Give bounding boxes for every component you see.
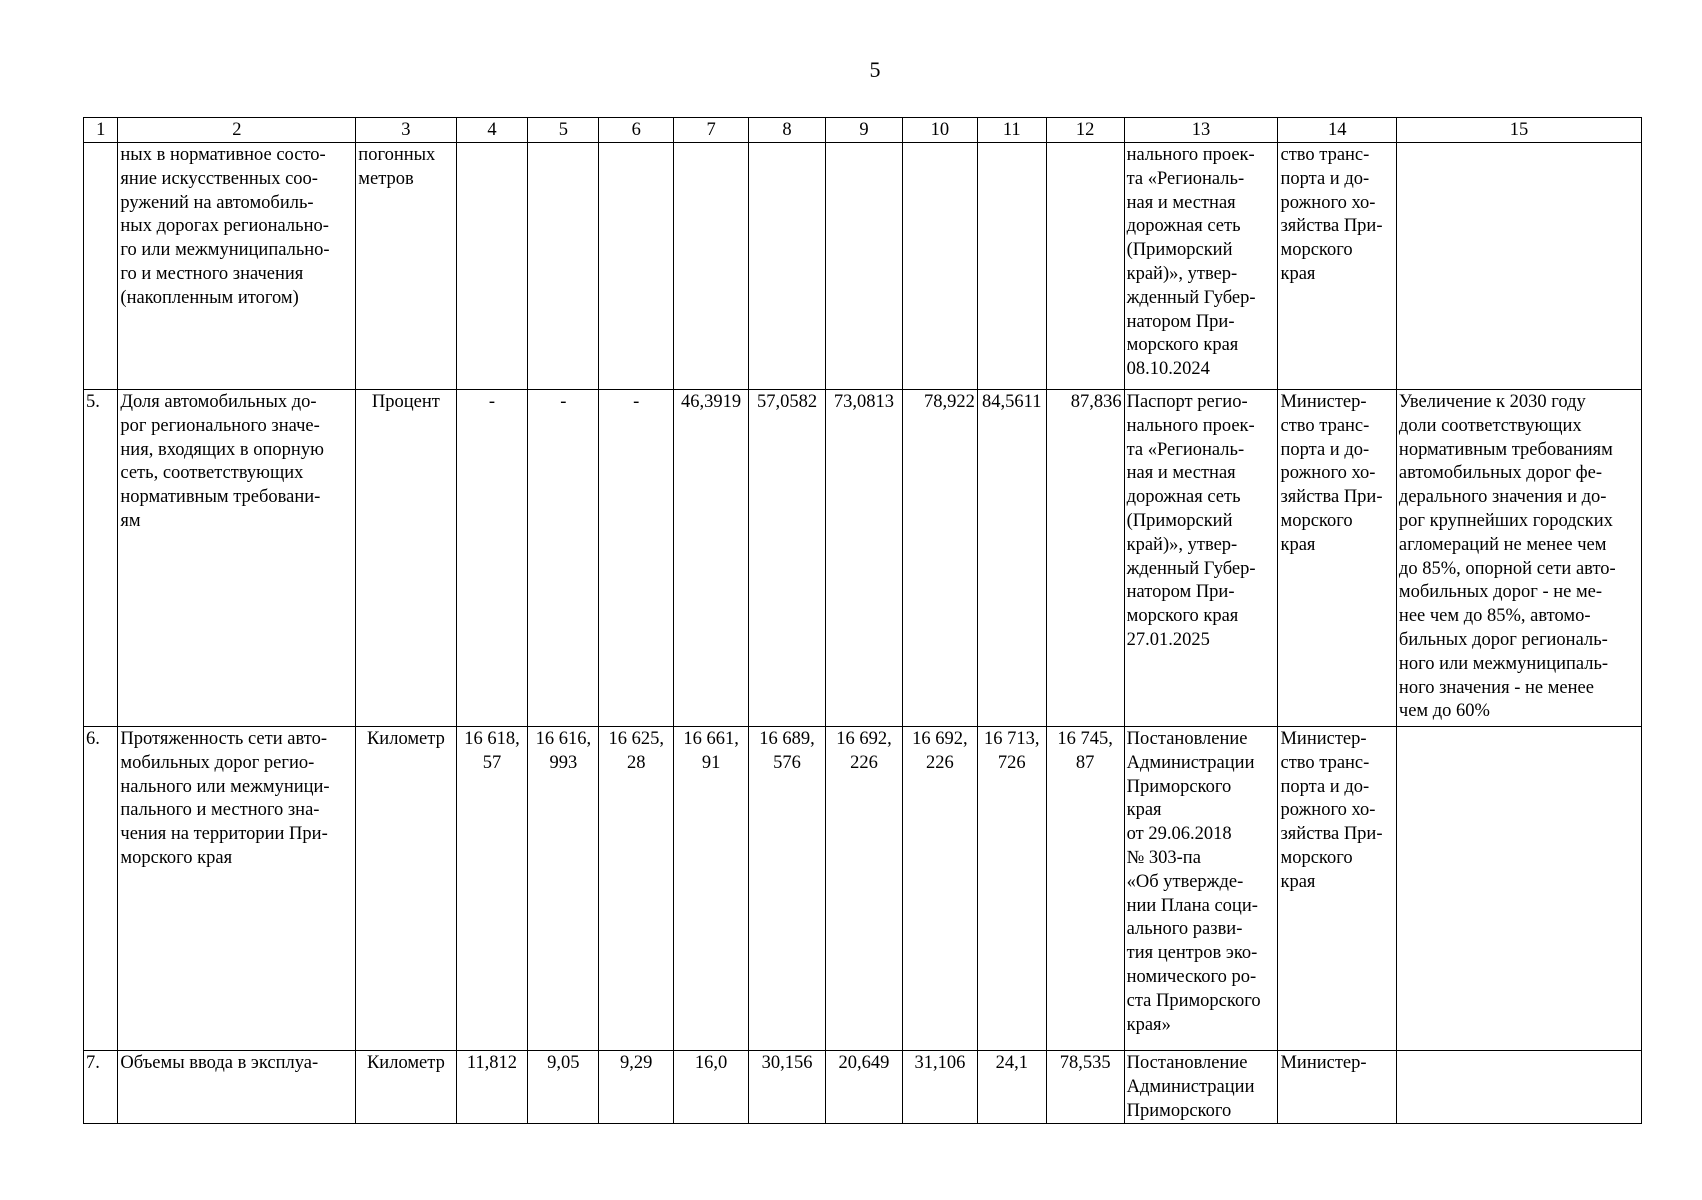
column-header: 12 [1046,118,1124,143]
column-header: 3 [356,118,456,143]
column-header: 9 [826,118,903,143]
basis-document: Паспорт регио- нального проек- та «Региональ- ная и местная дорожная сеть (Приморский край)», утвер- жденный Губер- натором При- морского края 27.01.2025 [1124,390,1278,727]
value-cell: 16 625, 28 [599,727,674,1051]
table-row [84,143,1642,390]
indicator-name: ных в нормативное состо- яние искусственных соо- ружений на автомобиль- ных дорогах регионально- го или межмуниципально- го и местного значения (накопленным итогом) [118,143,356,390]
value-cell: 24,1 [977,1051,1046,1124]
basis-document: Постановление Администрации Приморского края от 29.06.2018 № 303-па «Об утвержде- нии Плана соци- ального разви- тия центров эко- номического ро- ста Приморского края» [1124,727,1278,1051]
value-cell [528,143,599,390]
value-cell: 11,812 [456,1051,528,1124]
unit: Процент [356,390,456,727]
column-header: 14 [1278,118,1396,143]
responsible-body: ство транс- порта и до- рожного хо- зяйства При- морского края [1278,143,1396,390]
row-number [84,143,118,390]
value-cell [749,143,826,390]
value-cell: 16 713, 726 [977,727,1046,1051]
row-number: 6. [84,727,118,1051]
value-cell: 57,0582 [749,390,826,727]
value-cell [977,143,1046,390]
value-cell: 16,0 [674,1051,749,1124]
column-header: 7 [674,118,749,143]
value-cell [674,143,749,390]
basis-document: нального проек- та «Региональ- ная и местная дорожная сеть (Приморский край)», утвер- жденный Губер- натором При- морского края 08.10.2024 [1124,143,1278,390]
value-cell: 46,3919 [674,390,749,727]
table-row [84,1051,1642,1124]
unit: Километр [356,727,456,1051]
column-header: 10 [902,118,977,143]
note [1396,727,1641,1051]
basis-document: Постановление Администрации Приморского [1124,1051,1278,1124]
indicator-name: Протяженность сети авто- мобильных дорог регио- нального или межмуници- пального и местного зна- чения на территории При- морского края [118,727,356,1051]
column-header: 1 [84,118,118,143]
value-cell: 16 616, 993 [528,727,599,1051]
value-cell [826,143,903,390]
row-number: 5. [84,390,118,727]
value-cell: 78,535 [1046,1051,1124,1124]
value-cell: 73,0813 [826,390,903,727]
value-cell: 16 689, 576 [749,727,826,1051]
value-cell: 87,836 [1046,390,1124,727]
table-row [84,390,1642,727]
value-cell: 9,29 [599,1051,674,1124]
value-cell: 16 661, 91 [674,727,749,1051]
page-number: 5 [869,57,881,82]
table-row [84,727,1642,1051]
value-cell: 9,05 [528,1051,599,1124]
note: Увеличение к 2030 году доли соответствующих нормативным требованиям автомобильных дорог фе- дерального значения и до- рог крупнейших городских агломераций не менее чем до 85%, опорной сети авто- мобильных дорог - не ме- нее чем до 85%, автомо- бильных дорог региональ- ного или межмуниципаль- ного значения - не менее чем до 60% [1396,390,1641,727]
note [1396,143,1641,390]
indicators-table [83,117,1642,1124]
value-cell [902,143,977,390]
value-cell: 30,156 [749,1051,826,1124]
value-cell: 16 745, 87 [1046,727,1124,1051]
value-cell: 78,922 [902,390,977,727]
value-cell: 16 692, 226 [902,727,977,1051]
value-cell: - [528,390,599,727]
column-header: 11 [977,118,1046,143]
value-cell [1046,143,1124,390]
column-header: 4 [456,118,528,143]
row-number: 7. [84,1051,118,1124]
value-cell: 20,649 [826,1051,903,1124]
note [1396,1051,1641,1124]
value-cell: 16 618, 57 [456,727,528,1051]
value-cell: 16 692, 226 [826,727,903,1051]
value-cell: 31,106 [902,1051,977,1124]
responsible-body: Министер- ство транс- порта и до- рожного хо- зяйства При- морского края [1278,390,1396,727]
responsible-body: Министер- ство транс- порта и до- рожного хо- зяйства При- морского края [1278,727,1396,1051]
column-header: 8 [749,118,826,143]
indicator-name: Объемы ввода в эксплуа- [118,1051,356,1124]
unit: погонных метров [356,143,456,390]
column-header: 6 [599,118,674,143]
column-header: 5 [528,118,599,143]
value-cell [599,143,674,390]
column-header: 15 [1396,118,1641,143]
responsible-body: Министер- [1278,1051,1396,1124]
unit: Километр [356,1051,456,1124]
indicator-name: Доля автомобильных до- рог регионального значе- ния, входящих в опорную сеть, соответствующих нормативным требовани- ям [118,390,356,727]
value-cell: - [599,390,674,727]
value-cell: 84,5611 [977,390,1046,727]
value-cell [456,143,528,390]
column-header: 13 [1124,118,1278,143]
value-cell: - [456,390,528,727]
column-header: 2 [118,118,356,143]
column-numbers-row [84,118,1642,143]
